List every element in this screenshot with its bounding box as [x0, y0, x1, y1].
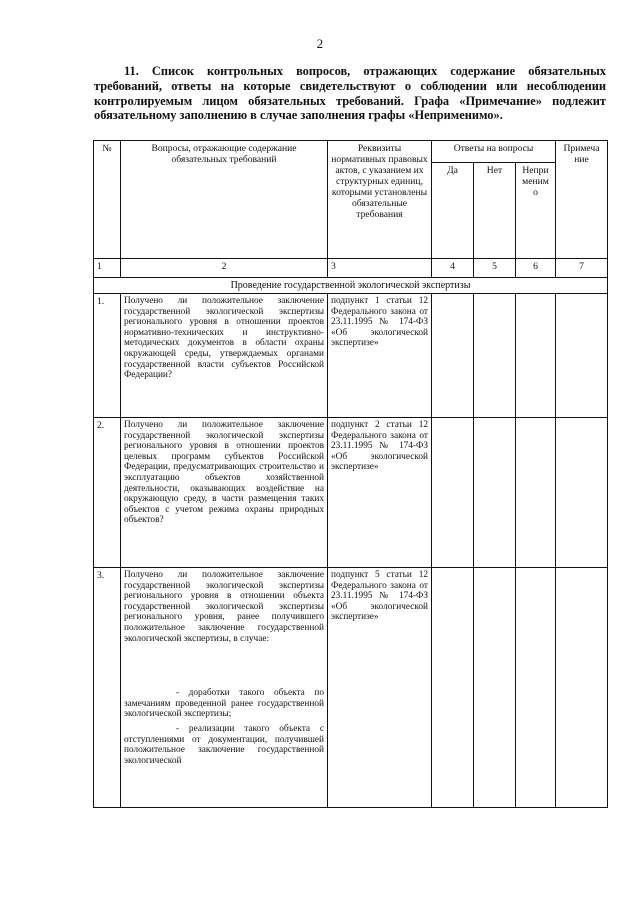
- answer-no-cell[interactable]: [474, 294, 516, 418]
- row-requisites: подпункт 5 статьи 12 Федерального закона от 23.11.1995 № 174-ФЗ «Об экологической экспертизе»: [328, 568, 432, 808]
- row-question-main: Получено ли положительное заключение государственной экологической экспертизы регионального уровня в отношении объекта государственной экологической экспертизы регионального уровня, ранее получившего положительное заключение государственной экологической экспертизы, в случае:: [124, 570, 324, 644]
- table-row: [94, 568, 608, 808]
- answer-no-cell[interactable]: [474, 418, 516, 568]
- note-cell[interactable]: [556, 418, 608, 568]
- column-index: 4: [432, 259, 474, 278]
- header-row-top: [94, 141, 608, 163]
- section-row: [94, 278, 608, 294]
- answer-not-applicable-cell[interactable]: [516, 294, 556, 418]
- row-number: 3.: [94, 568, 121, 808]
- page-number: 2: [316, 36, 324, 51]
- section-title: Проведение государственной экологической экспертизы: [94, 278, 608, 294]
- column-index: 1: [94, 259, 121, 278]
- row-number: 2.: [94, 418, 121, 568]
- header-note: Примеча ние: [556, 141, 608, 259]
- answer-not-applicable-cell[interactable]: [516, 418, 556, 568]
- row-question: [121, 568, 328, 808]
- answer-yes-cell[interactable]: [432, 294, 474, 418]
- answer-no-cell[interactable]: [474, 568, 516, 808]
- header-question: Вопросы, отражающие содержание обязательных требований: [121, 141, 328, 259]
- requirements-table: [93, 140, 608, 808]
- row-question: Получено ли положительное заключение государственной экологической экспертизы регионального уровня в отношении проектов целевых программ субъектов Российской Федерации, предусматривающих строительство и эксплуатацию объектов хозяйственной деятельности, оказывающих воздействие на окружающую среду, в части размещения таких объектов с учетом режима охраны природных объектов?: [121, 418, 328, 568]
- answer-not-applicable-cell[interactable]: [516, 568, 556, 808]
- header-no: Нет: [474, 163, 516, 259]
- answer-yes-cell[interactable]: [432, 418, 474, 568]
- intro-paragraph: 11. Список контрольных вопросов, отражающих содержание обязательных требований, ответы на которые свидетельствуют о соблюдении или несоблюдении контролируемым лицом обязательных требований. Графа «Примечание» подлежит обязательному заполнению в случае заполнения графы «Неприменимо».: [94, 64, 606, 123]
- row-question-sub-b: - реализации такого объекта с отступлениями от документации, получившей положительное заключение государственной экологической: [124, 723, 324, 766]
- row-number: 1.: [94, 294, 121, 418]
- row-requisites: подпункт 1 статьи 12 Федерального закона от 23.11.1995 № 174-ФЗ «Об экологической экспертизе»: [328, 294, 432, 418]
- header-num: №: [94, 141, 121, 259]
- note-cell[interactable]: [556, 294, 608, 418]
- note-cell[interactable]: [556, 568, 608, 808]
- header-yes: Да: [432, 163, 474, 259]
- column-index: 3: [328, 259, 432, 278]
- column-index: 7: [556, 259, 608, 278]
- row-question: Получено ли положительное заключение государственной экологической экспертизы регионального уровня в отношении проектов нормативно-технических и инструктивно-методических документов в области охраны окружающей среды, утверждаемых органами государственной власти субъектов Российской Федерации?: [121, 294, 328, 418]
- table-row: [94, 294, 608, 418]
- row-requisites: подпункт 2 статьи 12 Федерального закона от 23.11.1995 № 174-ФЗ «Об экологической экспертизе»: [328, 418, 432, 568]
- column-index-row: [94, 259, 608, 278]
- column-index: 5: [474, 259, 516, 278]
- table-row: [94, 418, 608, 568]
- header-answers: Ответы на вопросы: [432, 141, 556, 163]
- column-index: 2: [121, 259, 328, 278]
- header-not-applicable: Непри меним о: [516, 163, 556, 259]
- header-requisites: Реквизиты нормативных правовых актов, с указанием их структурных единиц, которыми установлены обязательные требования: [328, 141, 432, 259]
- column-index: 6: [516, 259, 556, 278]
- row-question-sub-a: - доработки такого объекта по замечаниям проведенной ранее государственной экологической экспертизы;: [124, 688, 324, 720]
- answer-yes-cell[interactable]: [432, 568, 474, 808]
